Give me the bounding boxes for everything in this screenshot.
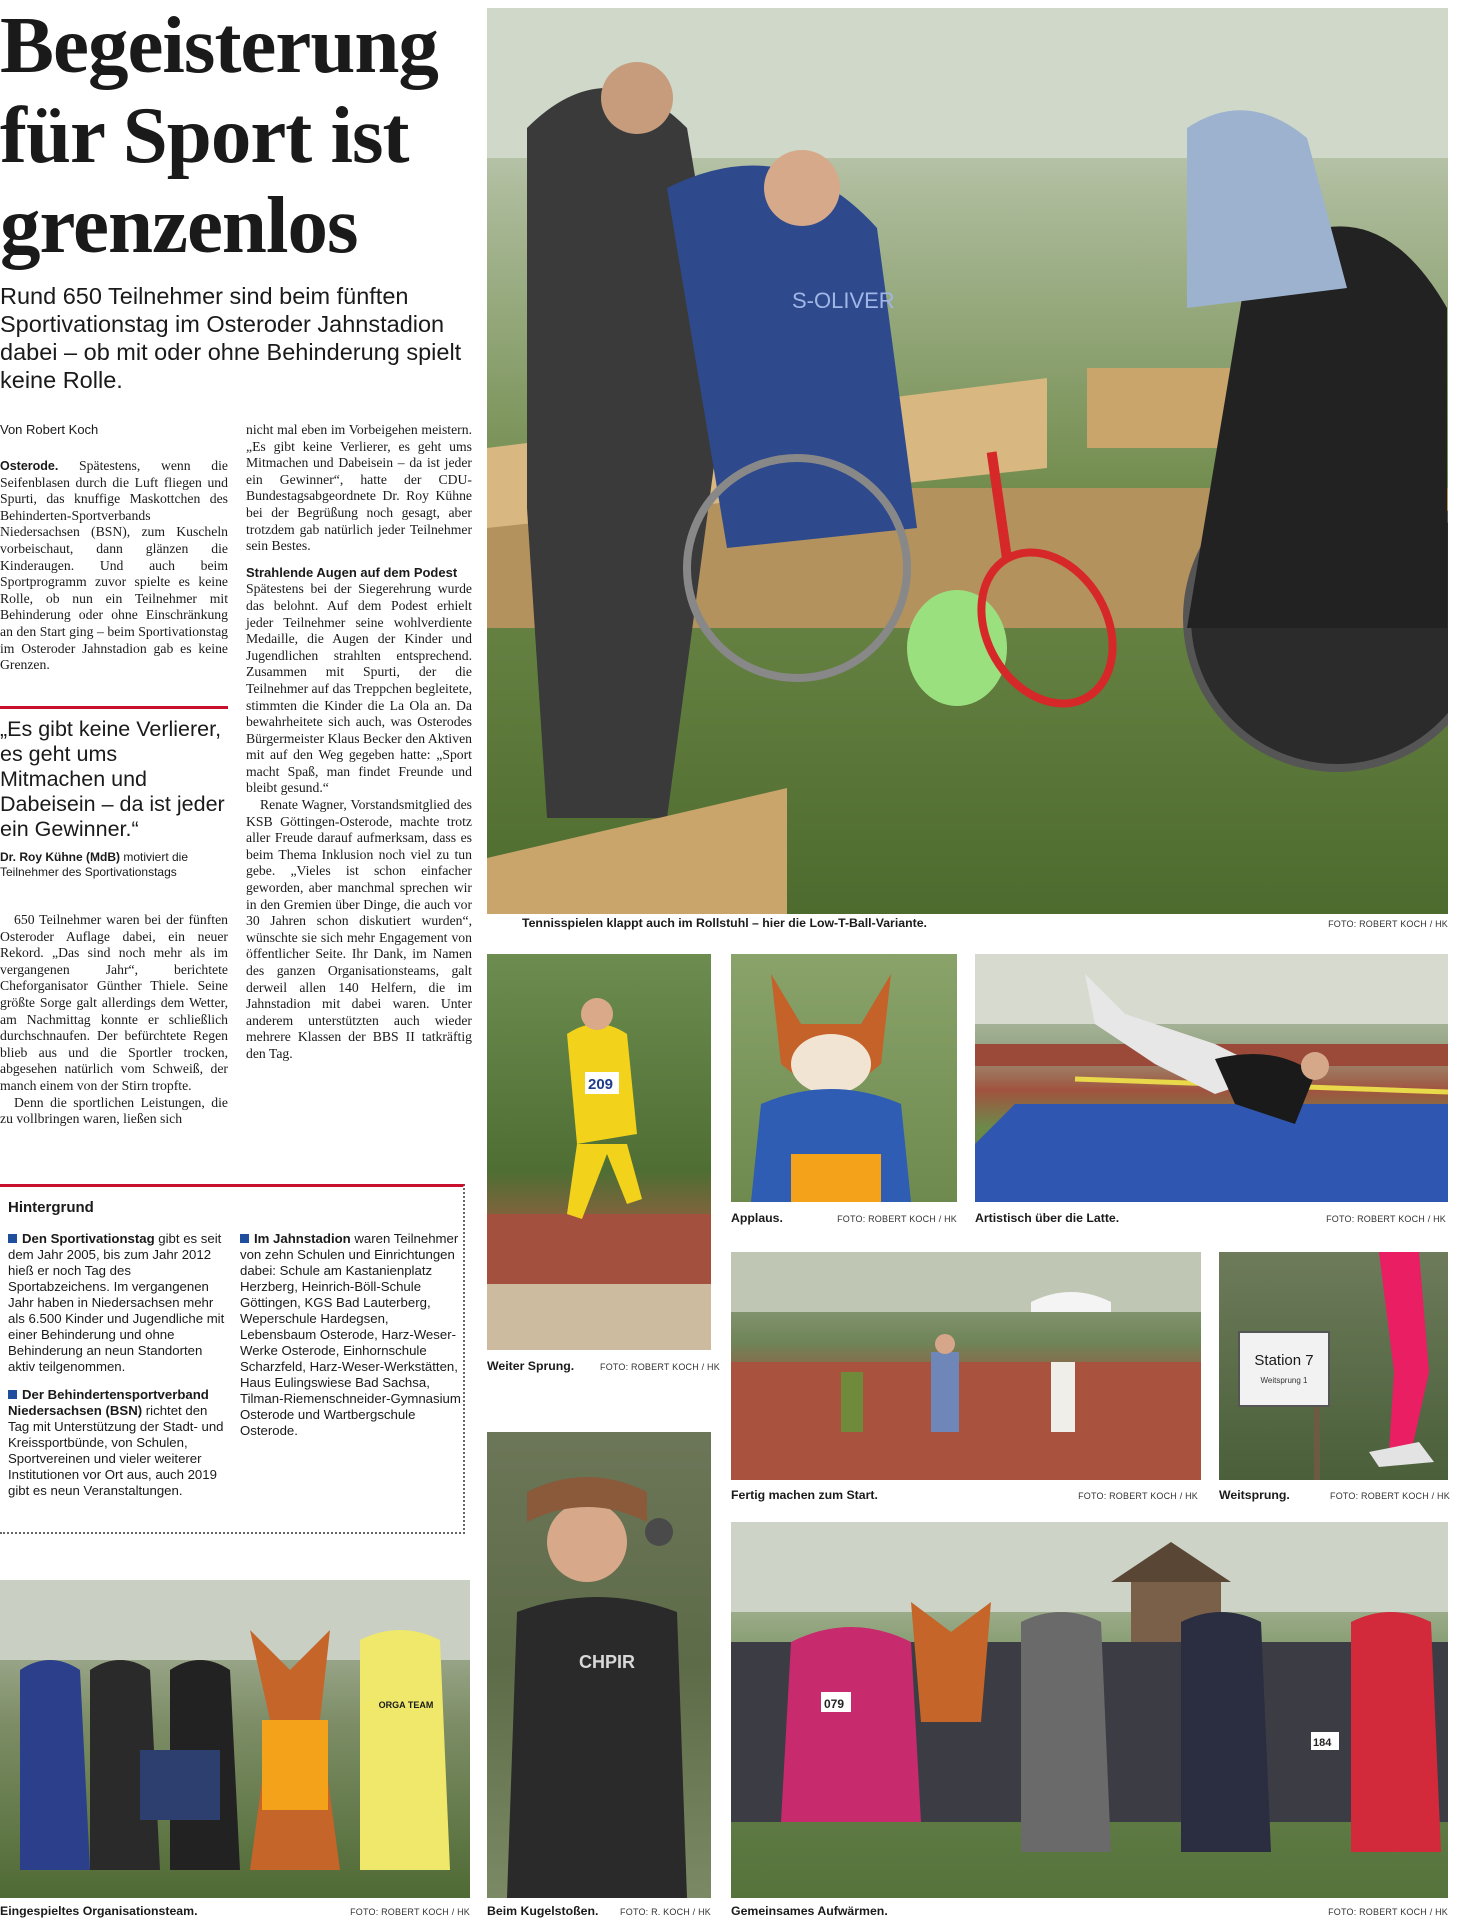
pull-quote-source (0, 850, 228, 880)
latte-credit: FOTO: ROBERT KOCH / HK (1326, 1214, 1446, 1224)
background-box-col-1 (8, 1231, 230, 1511)
paragraph-6: Renate Wagner, Vorstandsmitglied des KSB Göttingen-Osterode, machte trotz aller Freude darauf aufmerksam, dass es beim Thema Inklusion noch viel zu tun gebe. „Vieles ist schon einfacher geworden, aber manchmal sprechen wir in den Gremien über Dinge, die auch vor 30 Jahren schon diskutiert wurden“, wünschte sie sich mehr Engagement von öffentlicher Seite. Ihr Dank, im Namen des ganzen Organisationsteams, galt derweil allen 140 Helfern, die im Jahnstadion mit dabei waren. Unter anderem unterstützten auch wieder mehrere Klassen der BBS II tatkräftig den Tag. (246, 797, 472, 1061)
photo-applaus-mascot (731, 954, 957, 1202)
main-photo-tennis-wheelchair (487, 8, 1448, 914)
sprung-credit: FOTO: ROBERT KOCH / HK (600, 1362, 720, 1372)
bullet-square-icon (8, 1390, 17, 1399)
main-photo-scene (487, 8, 1448, 914)
article-column-1 (0, 458, 228, 674)
warm-credit: FOTO: ROBERT KOCH / HK (1328, 1907, 1448, 1917)
main-caption: Tennisspielen klappt auch im Rollstuhl – hier die Low-T-Ball-Variante. (522, 916, 927, 930)
photo-start (731, 1252, 1201, 1480)
hoodie-text: CHPIR (578, 1652, 635, 1672)
start-caption: Fertig machen zum Start. (731, 1488, 878, 1502)
orga-caption: Eingespieltes Organisationsteam. (0, 1904, 198, 1918)
background-box (0, 1184, 465, 1534)
headline-line-3: grenzenlos (0, 180, 358, 270)
photo-long-jump (487, 954, 711, 1350)
headline-line-1: Begeisterung (0, 0, 438, 90)
background-item-1-head: Den Sportivationstag (22, 1231, 155, 1246)
applaus-credit: FOTO: ROBERT KOCH / HK (837, 1214, 957, 1224)
background-box-col-2 (240, 1231, 462, 1451)
pull-quote-text: „Es gibt keine Verlierer, es geht ums Mitmachen und Dabeisein – da ist jeder ein Gewinner.“ (0, 717, 225, 841)
bib-number-209: 209 (588, 1076, 614, 1093)
headline (0, 0, 480, 270)
pull-quote (0, 706, 228, 880)
paragraph-4: nicht mal eben im Vorbeigehen meistern. „Es gibt keine Verlierer, es geht ums Mitmachen und Dabeisein – da ist jeder ein Gewinner“, hatte der CDU-Bundestagsabgeordnete Dr. Roy Kühne bei der Begrüßung noch gesagt, aber trotzdem gab natürlich jeder Teilnehmer sein Bestes. (246, 422, 472, 554)
photo-warm-up (731, 1522, 1448, 1898)
pull-quote-role: motiviert die Teilnehmer des Sportivationstags (0, 850, 189, 879)
headline-line-2: für Sport ist (0, 90, 409, 180)
bib-number-184: 184 (1313, 1737, 1332, 1749)
weitsprung-caption: Weitsprung. (1219, 1488, 1290, 1502)
subheading: Strahlende Augen auf dem Podest (246, 564, 458, 580)
paragraph-5: Spätestens bei der Siegerehrung wurde das belohnt. Auf dem Podest erhielt jeder Teilnehmer seine wohlverdiente Medaille, die Augen der Kinder und Jugendlichen strahlten entsprechend. Zusammen mit Spurti, der die Teilnehmer auf das Treppchen begleitete, stimmten die Kinder die La Ola an. Da bewahrheitete sich auch, was Osterodes Bürgermeister Klaus Becker den Aktiven mit auf den Weg gegeben hatte: „Sport macht Spaß, man findet Freunde und bleibt gesund.“ (246, 581, 472, 796)
station-sign-sub: Weitsprung 1 (1260, 1376, 1308, 1385)
paragraph-1: Spätestens, wenn die Seifenblasen durch die Luft fliegen und Spurti, das knuffige Maskottchen des Behinderten-Sportverbands Niedersachsen (BSN), zum Kuscheln vorbeischaut, dann glänzen die Kinderaugen. Und auch beim Sportprogramm zuvor spielte es keine Rolle, ob nun ein Teilnehmer mit Behinderung oder ohne Einschränkung an den Start ging – beim Sportivationstag im Osteroder Jahnstadion gab es keine Grenzen. (0, 458, 228, 673)
photo-high-jump (975, 954, 1448, 1202)
photo-shot-put (487, 1432, 711, 1898)
paragraph-2: 650 Teilnehmer waren bei der fünften Osteroder Auflage dabei, ein neuer Rekord. „Das sind noch mehr als im vergangenen Jahr“, berichtete Cheforganisator Günther Thiele. Seine größte Sorge galt allerdings dem Wetter, am Nachmittag konnte er schließlich durchschnaufen. Der befürchtete Regen blieb aus und die Sportler trocken, abgesehen natürlich vom Schweiß, der manch einem von der Stirn tropfte. (0, 912, 228, 1093)
deck: Rund 650 Teilnehmer sind beim fünften Sportivationstag im Osteroder Jahnstadion dabei – ob mit oder ohne Behinderung spielt keine Rolle. (0, 283, 462, 393)
warm-caption: Gemeinsames Aufwärmen. (731, 1904, 888, 1918)
paragraph-3: Denn die sportlichen Leistungen, die zu vollbringen waren, ließen sich (0, 1094, 228, 1127)
main-credit: FOTO: ROBERT KOCH / HK (1328, 919, 1448, 929)
background-item-3-text: waren Teilnehmer von zehn Schulen und Einrichtungen dabei: Schule am Kastanienplatz Herzberg, Heinrich-Böll-Schule Göttingen, KGS Bad Lauterberg, Weperschule Hardegsen, Lebensbaum Osterode, Harz-Weser-Werke Osterode, Einhornschule Scharzfeld, Harz-Weser-Werkstätten, Haus Eulingswiese Bad Sachsa, Tilman-Riemenschneider-Gymnasium Osterode und Wartbergschule Osterode. (240, 1231, 461, 1438)
orga-shirt-text: ORGA TEAM (378, 1700, 434, 1710)
article-column-1-cont (0, 912, 228, 1128)
background-item-1-text: gibt es seit dem Jahr 2005, bis zum Jahr 2012 hieß er noch Tag des Sportabzeichens. Im vergangenen Jahr haben in Niedersachsen mehr als 6.500 Kinder und Jugendliche mit einer Behinderung und ohne Behinderung an neun Standorten aktiv teilgenommen. (8, 1231, 225, 1374)
pull-quote-author: Dr. Roy Kühne (MdB) (0, 850, 120, 864)
start-credit: FOTO: ROBERT KOCH / HK (1078, 1491, 1198, 1501)
background-box-title: Hintergrund (8, 1199, 94, 1216)
bullet-square-icon (8, 1234, 17, 1243)
kugel-caption: Beim Kugelstoßen. (487, 1904, 599, 1918)
weitsprung-credit: FOTO: ROBERT KOCH / HK (1330, 1491, 1450, 1501)
kugel-credit: FOTO: R. KOCH / HK (620, 1907, 711, 1917)
applaus-caption: Applaus. (731, 1211, 783, 1225)
background-item-2-head: Der Behindertensportverband Niedersachsen (BSN) (8, 1387, 209, 1418)
bullet-square-icon (240, 1234, 249, 1243)
shirt-text: S-OLIVER (792, 288, 895, 313)
orga-credit: FOTO: ROBERT KOCH / HK (350, 1907, 470, 1917)
background-item-2-text: richtet den Tag mit Unterstützung der Stadt- und Kreissportbünde, von Schulen, Sportvereinen und vieler weiterer Institutionen vor Ort aus, auch 2019 gibt es neun Veranstaltungen. (8, 1403, 224, 1498)
background-item-3-head: Im Jahnstadion (254, 1231, 351, 1246)
latte-caption: Artistisch über die Latte. (975, 1211, 1120, 1225)
byline: Von Robert Koch (0, 422, 99, 437)
sprung-caption: Weiter Sprung. (487, 1359, 575, 1373)
station-sign-title: Station 7 (1254, 1352, 1314, 1369)
dateline: Osterode. (0, 459, 59, 473)
bib-number-079: 079 (824, 1697, 845, 1711)
photo-station-7 (1219, 1252, 1448, 1480)
article-column-2 (246, 422, 472, 1063)
photo-orga-team (0, 1580, 470, 1898)
